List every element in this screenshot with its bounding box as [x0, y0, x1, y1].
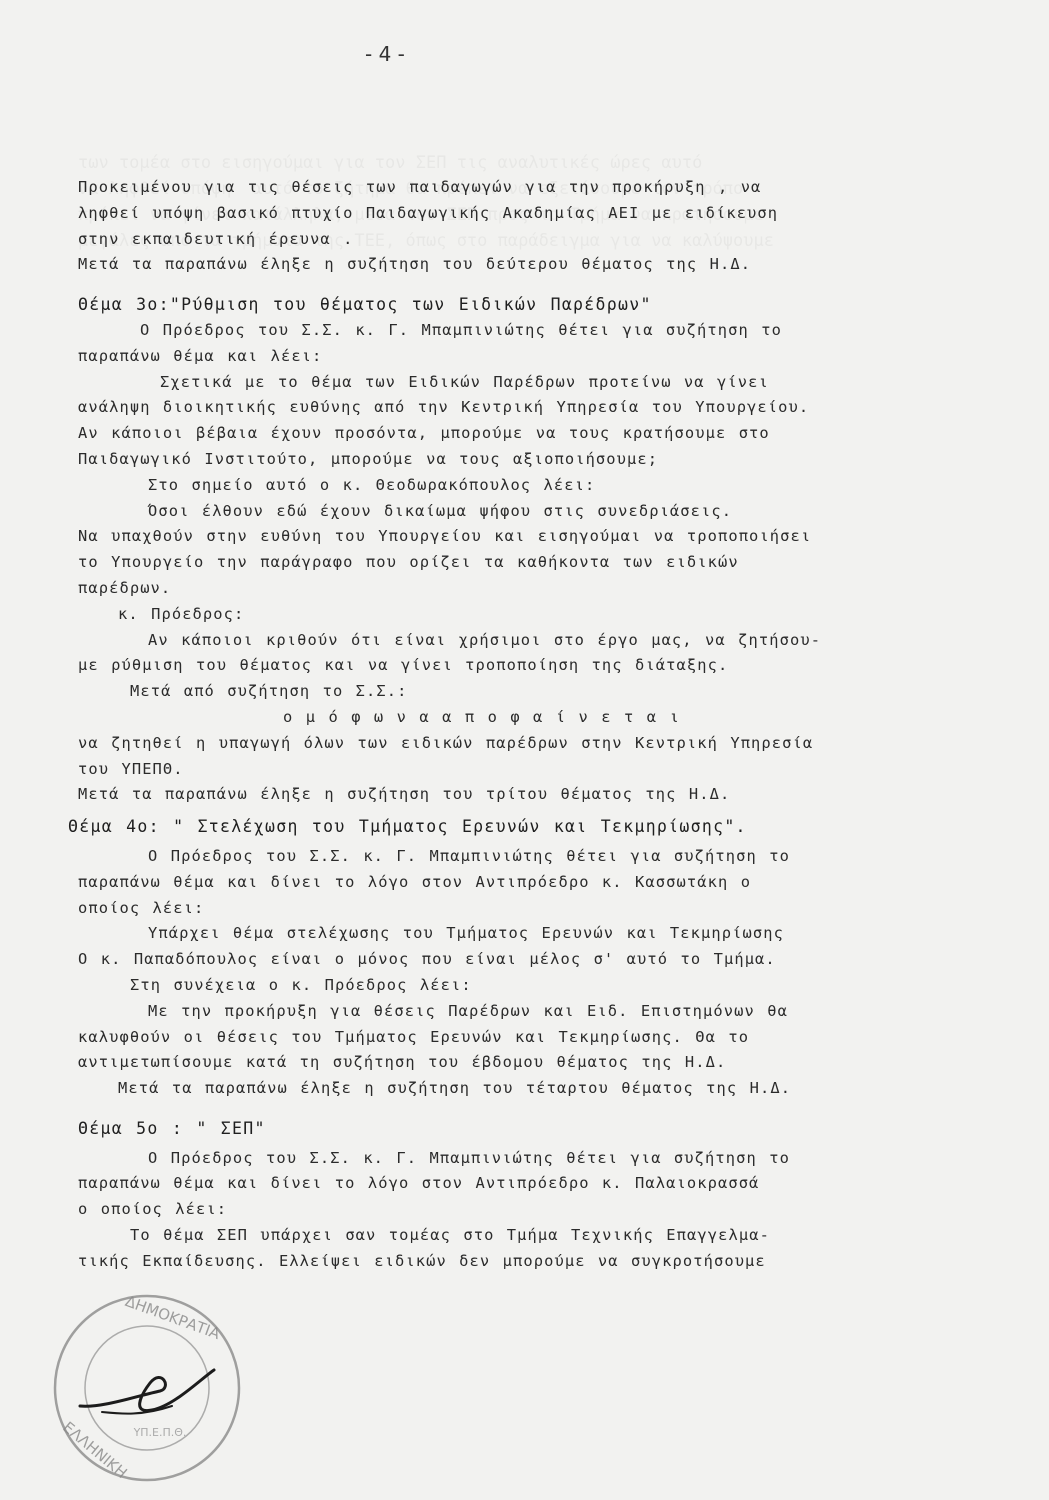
- topic-3-line: παρέδρων.: [78, 578, 172, 597]
- svg-text:ΔΗΜΟΚΡΑΤΙΑ: ΔΗΜΟΚΡΑΤΙΑ: [122, 1292, 223, 1343]
- topic-3-line: το Υπουργείο την παράγραφο που ορίζει τα καθήκοντα των ειδικών: [78, 553, 739, 572]
- topic-4-line: Στη συνέχεια ο κ. Πρόεδρος λέει:: [130, 975, 472, 994]
- decision-unanimous: ο μ ό φ ω ν α α π ο φ α ί ν ε τ α ι: [283, 707, 680, 726]
- paragraph-line: στην εκπαιδευτική έρευνα .: [78, 229, 354, 248]
- topic-3-line: Όσοι έλθουν εδώ έχουν δικαίωμα ψήφου στις συνεδριάσεις.: [148, 501, 733, 520]
- topic-4-line: Υπάρχει θέμα στελέχωσης του Τμήματος Ερευνών και Τεκμηρίωσης: [148, 924, 784, 943]
- official-stamp: [42, 1288, 247, 1493]
- topic-3-line: του ΥΠΕΠΘ.: [78, 759, 184, 778]
- topic-3-line: Μετά τα παραπάνω έληξε η συζήτηση του τρίτου θέματος της Η.Δ.: [78, 785, 731, 804]
- topic-3-line: Σχετικά με το θέμα των Ειδικών Παρέδρων προτείνω να γίνει: [160, 372, 769, 391]
- topic-3-line: ανάληψη διοικητικής ευθύνης από την Κεντρική Υπηρεσία του Υπουργείου.: [78, 398, 810, 417]
- paragraph-line: Μετά τα παραπάνω έληξε η συζήτηση του δεύτερου θέματος της Η.Δ.: [78, 255, 752, 274]
- page-number: - 4 -: [365, 42, 405, 66]
- svg-text:ΕΛΛΗΝΙΚΗ: ΕΛΛΗΝΙΚΗ: [59, 1418, 131, 1483]
- topic-5-line: Το θέμα ΣΕΠ υπάρχει σαν τομέας στο Τμήμα Τεχνικής Επαγγελμα-: [130, 1226, 770, 1245]
- topic-4-line: Ο Πρόεδρος του Σ.Σ. κ. Γ. Μπαμπινιώτης θέτει για συζήτηση το: [148, 846, 790, 865]
- topic-4-line: οποίος λέει:: [78, 898, 205, 917]
- topic-3-line: Αν κάποιοι βέβαια έχουν προσόντα, μπορούμε να τους κρατήσουμε στο: [78, 424, 770, 443]
- topic-3-line: παραπάνω θέμα και λέει:: [78, 346, 323, 365]
- topic-4-line: παραπάνω θέμα και δίνει το λόγο στον Αντιπρόεδρο κ. Κασσωτάκη ο: [78, 872, 752, 891]
- paragraph-line: ληφθεί υπόψη βασικό πτυχίο Παιδαγωγικής Ακαδημίας ΑΕΙ με ειδίκευση: [78, 203, 779, 222]
- topic-5-line: παραπάνω θέμα και δίνει το λόγο στον Αντιπρόεδρο κ. Παλαιοκρασσά: [78, 1174, 760, 1193]
- topic-3-line: Να υπαχθούν στην ευθύνη του Υπουργείου και εισηγούμαι να τροποποιήσει: [78, 527, 812, 546]
- topic-4-line: Με την προκήρυξη για θέσεις Παρέδρων και Ειδ. Επιστημόνων θα: [148, 1001, 788, 1020]
- topic-4-heading: Θέμα 4ο: " Στελέχωση του Τμήματος Ερευνών και Τεκμηρίωσης".: [68, 817, 747, 837]
- topic-4-line: Μετά τα παραπάνω έληξε η συζήτηση του τέταρτου θέματος της Η.Δ.: [118, 1079, 792, 1098]
- topic-3-line: με ρύθμιση του θέματος και να γίνει τροποποίηση της διάταξης.: [78, 656, 729, 675]
- minutes-text: [68, 175, 1013, 1275]
- topic-4-line: καλυφθούν οι θέσεις του Τμήματος Ερευνών και Τεκμηρίωσης. Θα το: [78, 1027, 750, 1046]
- topic-3-line: Μετά από συζήτηση το Σ.Σ.:: [130, 682, 408, 701]
- topic-5-line: Ο Πρόεδρος του Σ.Σ. κ. Γ. Μπαμπινιώτης θέτει για συζήτηση το: [148, 1148, 790, 1167]
- signature-mark: [80, 1370, 214, 1411]
- topic-3-heading: Θέμα 3ο:"Ρύθμιση του θέματος των Ειδικών Παρέδρων": [78, 295, 652, 315]
- svg-text:ΥΠ.Ε.Π.Θ.: ΥΠ.Ε.Π.Θ.: [133, 1426, 187, 1439]
- topic-4-line: αντιμετωπίσουμε κατά τη συζήτηση του έβδομου θέματος της Η.Δ.: [78, 1053, 727, 1072]
- topic-3-line: κ. Πρόεδρος:: [118, 604, 245, 623]
- topic-5-line: τικής Εκπαίδευσης. Ελλείψει ειδικών δεν μπορούμε να συγκροτήσουμε: [78, 1251, 766, 1270]
- topic-5-heading: Θέμα 5ο : " ΣΕΠ": [78, 1118, 266, 1138]
- topic-4-line: Ο κ. Παπαδόπουλος είναι ο μόνος που είναι μέλος σ' αυτό το Τμήμα.: [78, 950, 776, 969]
- paragraph-line: Προκειμένου για τις θέσεις των παιδαγωγών για την προκήρυξη , να: [78, 178, 762, 196]
- topic-3-line: Στο σημείο αυτό ο κ. Θεοδωρακόπουλος λέει:: [148, 475, 596, 494]
- topic-3-line: να ζητηθεί η υπαγωγή όλων των ειδικών παρέδρων στην Κεντρική Υπηρεσία: [78, 733, 814, 752]
- topic-5-line: ο οποίος λέει:: [78, 1200, 228, 1219]
- topic-3-line: Ο Πρόεδρος του Σ.Σ. κ. Γ. Μπαμπινιώτης θέτει για συζήτηση το: [140, 320, 782, 339]
- topic-3-line: Παιδαγωγικό Ινστιτούτο, μπορούμε να τους αξιοποιήσουμε;: [78, 449, 659, 468]
- topic-3-line: Αν κάποιοι κριθούν ότι είναι χρήσιμοι στο έργο μας, να ζητήσου-: [148, 630, 822, 649]
